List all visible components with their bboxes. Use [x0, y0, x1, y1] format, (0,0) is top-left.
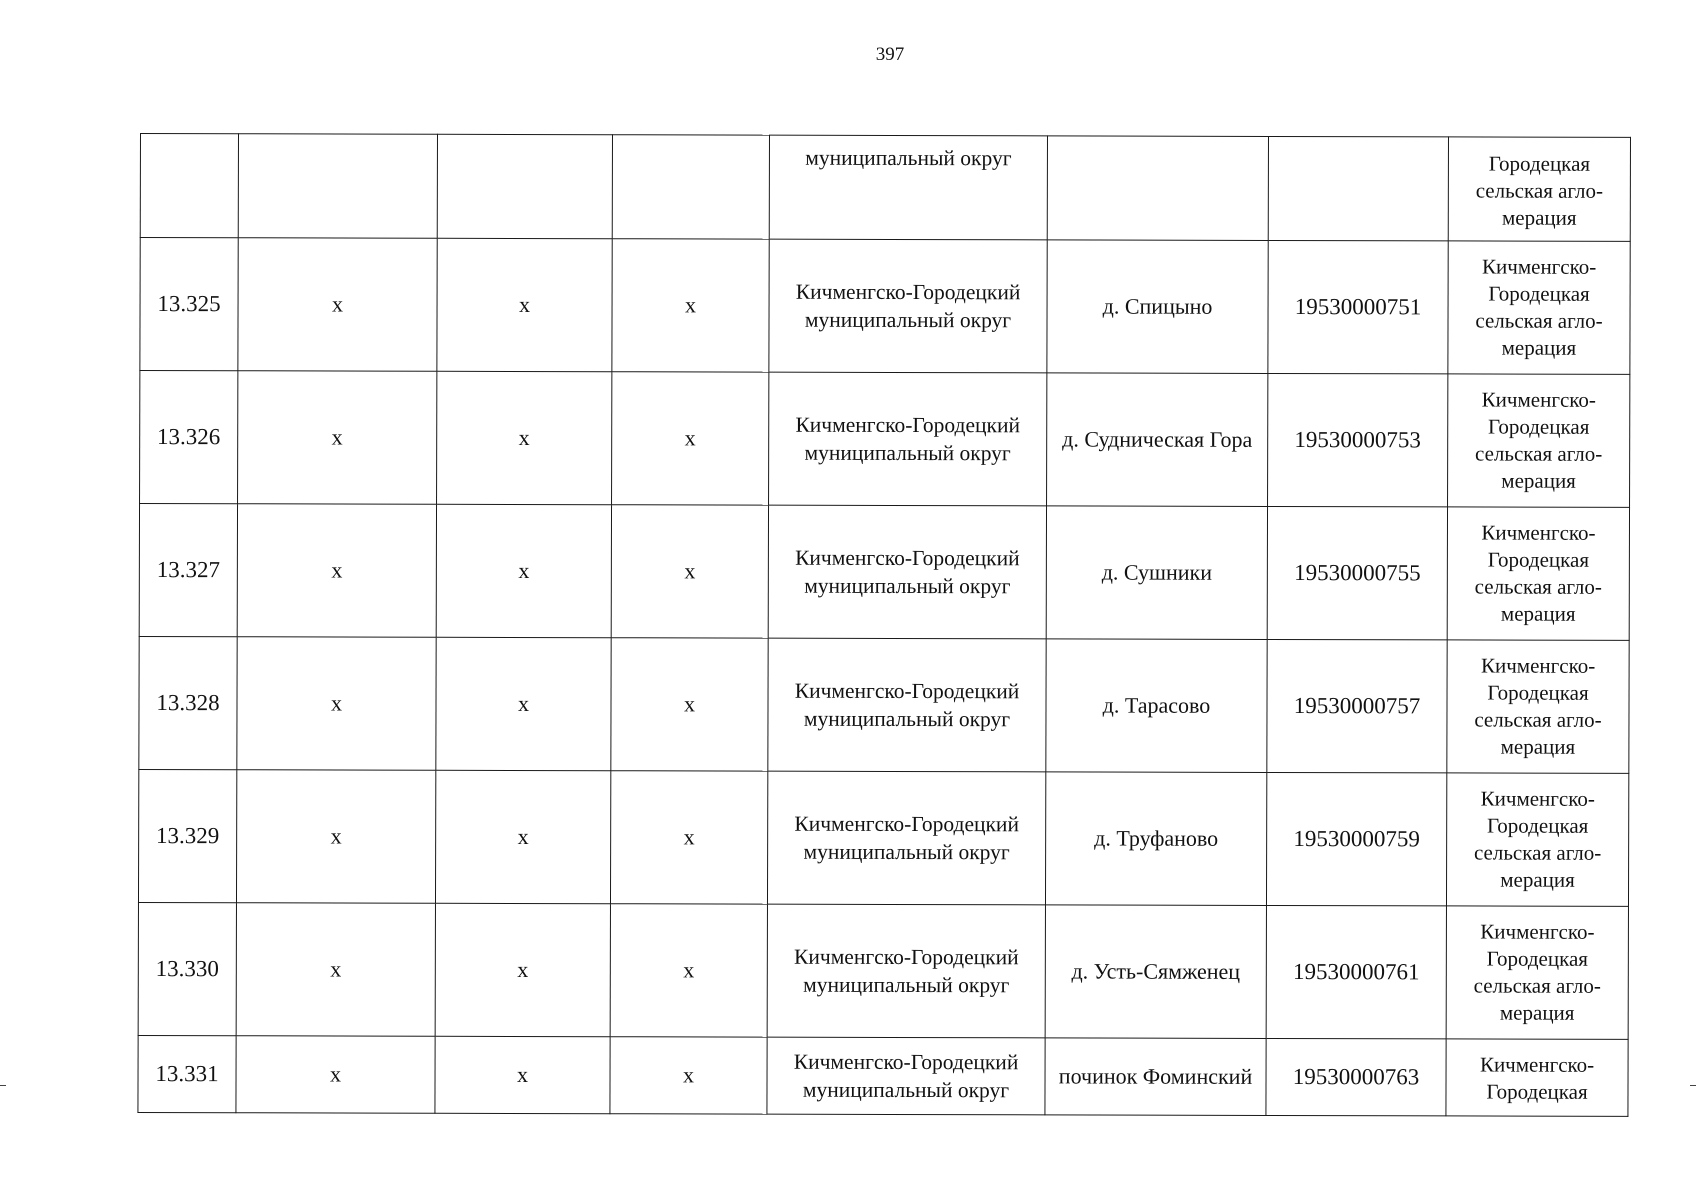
cell-c1 [238, 134, 437, 239]
cell-settlement: д. Тарасово [1046, 639, 1267, 773]
cell-settlement: д. Усть-Сямженец [1045, 905, 1266, 1039]
cell-settlement [1047, 136, 1268, 241]
cell-c2: х [435, 903, 610, 1036]
cell-c3: х [612, 239, 769, 372]
cell-district: Кичменгско-Городецкий муниципальный округ [767, 904, 1045, 1038]
cell-agglomeration: Кичменгско-Городецкая сельская агло-мерация [1446, 773, 1628, 906]
cell-district: Кичменгско-Городецкий муниципальный округ [767, 1037, 1045, 1115]
cell-code: 19530000757 [1267, 639, 1447, 772]
table-row [139, 636, 1629, 773]
cell-num: 13.328 [139, 636, 237, 769]
cell-agglomeration: Кичменгско-Городецкая сельская агло-мерация [1448, 374, 1630, 507]
cell-c3: х [611, 638, 768, 771]
cell-settlement: починок Фоминский [1045, 1038, 1266, 1116]
cell-code: 19530000753 [1268, 373, 1448, 506]
scan-mark-right [1690, 1085, 1696, 1086]
cell-num: 13.329 [138, 769, 236, 902]
settlements-table [137, 133, 1631, 1117]
cell-c2: х [435, 770, 610, 903]
table-row [138, 769, 1628, 906]
cell-c3 [612, 135, 769, 239]
page-number: 397 [875, 44, 905, 65]
table-row [139, 504, 1629, 641]
cell-c2: х [437, 238, 612, 371]
cell-district: Кичменгско-Городецкий муниципальный округ [768, 638, 1046, 772]
cell-c1: х [238, 371, 437, 505]
cell-code: 19530000751 [1268, 240, 1448, 373]
scan-mark-left [0, 1085, 6, 1086]
table-row [138, 902, 1628, 1039]
cell-district: муниципальный округ [769, 135, 1047, 240]
cell-c1: х [236, 1036, 435, 1114]
cell-agglomeration: Кичменгско-Городецкая [1446, 1039, 1628, 1116]
cell-c2: х [436, 637, 611, 770]
cell-num [140, 134, 238, 238]
cell-agglomeration: Городецкая сельская агло-мерация [1448, 137, 1630, 241]
cell-c1: х [238, 238, 437, 372]
cell-num: 13.325 [140, 238, 238, 371]
cell-code: 19530000761 [1266, 905, 1446, 1038]
cell-c3: х [610, 1037, 767, 1114]
cell-c1: х [237, 504, 436, 638]
cell-code: 19530000755 [1267, 506, 1447, 639]
cell-district: Кичменгско-Городецкий муниципальный округ [767, 771, 1045, 905]
cell-code [1268, 136, 1448, 240]
cell-c1: х [237, 637, 436, 771]
cell-settlement: д. Труфаново [1045, 772, 1266, 906]
cell-settlement: д. Спицыно [1047, 240, 1268, 374]
cell-c3: х [611, 505, 768, 638]
cell-num: 13.326 [140, 371, 238, 504]
cell-code: 19530000763 [1266, 1038, 1446, 1115]
cell-num: 13.327 [139, 504, 237, 637]
cell-settlement: д. Сушники [1046, 506, 1267, 640]
cell-c2: х [435, 1036, 610, 1113]
table-row [138, 1035, 1628, 1116]
cell-c1: х [236, 770, 435, 904]
cell-c2: х [436, 504, 611, 637]
table-row [140, 371, 1630, 508]
cell-agglomeration: Кичменгско-Городецкая сельская агло-мерация [1447, 640, 1629, 773]
cell-num: 13.331 [138, 1035, 236, 1112]
cell-district: Кичменгско-Городецкий муниципальный округ [769, 239, 1047, 373]
cell-district: Кичменгско-Городецкий муниципальный округ [768, 505, 1046, 639]
cell-agglomeration: Кичменгско-Городецкая сельская агло-мерация [1446, 906, 1628, 1039]
table-row [140, 238, 1630, 375]
cell-c2 [437, 134, 612, 238]
cell-code: 19530000759 [1266, 772, 1446, 905]
continuation-row [140, 134, 1630, 242]
cell-c3: х [612, 372, 769, 505]
table-body [138, 134, 1631, 1117]
cell-num: 13.330 [138, 902, 236, 1035]
cell-c3: х [610, 771, 767, 904]
cell-agglomeration: Кичменгско-Городецкая сельская агло-мерация [1448, 241, 1630, 374]
cell-district: Кичменгско-Городецкий муниципальный округ [769, 372, 1047, 506]
cell-agglomeration: Кичменгско-Городецкая сельская агло-мерация [1447, 507, 1629, 640]
cell-c3: х [610, 904, 767, 1037]
cell-c2: х [437, 371, 612, 504]
cell-c1: х [236, 903, 435, 1037]
cell-settlement: д. Судническая Гора [1047, 373, 1268, 507]
